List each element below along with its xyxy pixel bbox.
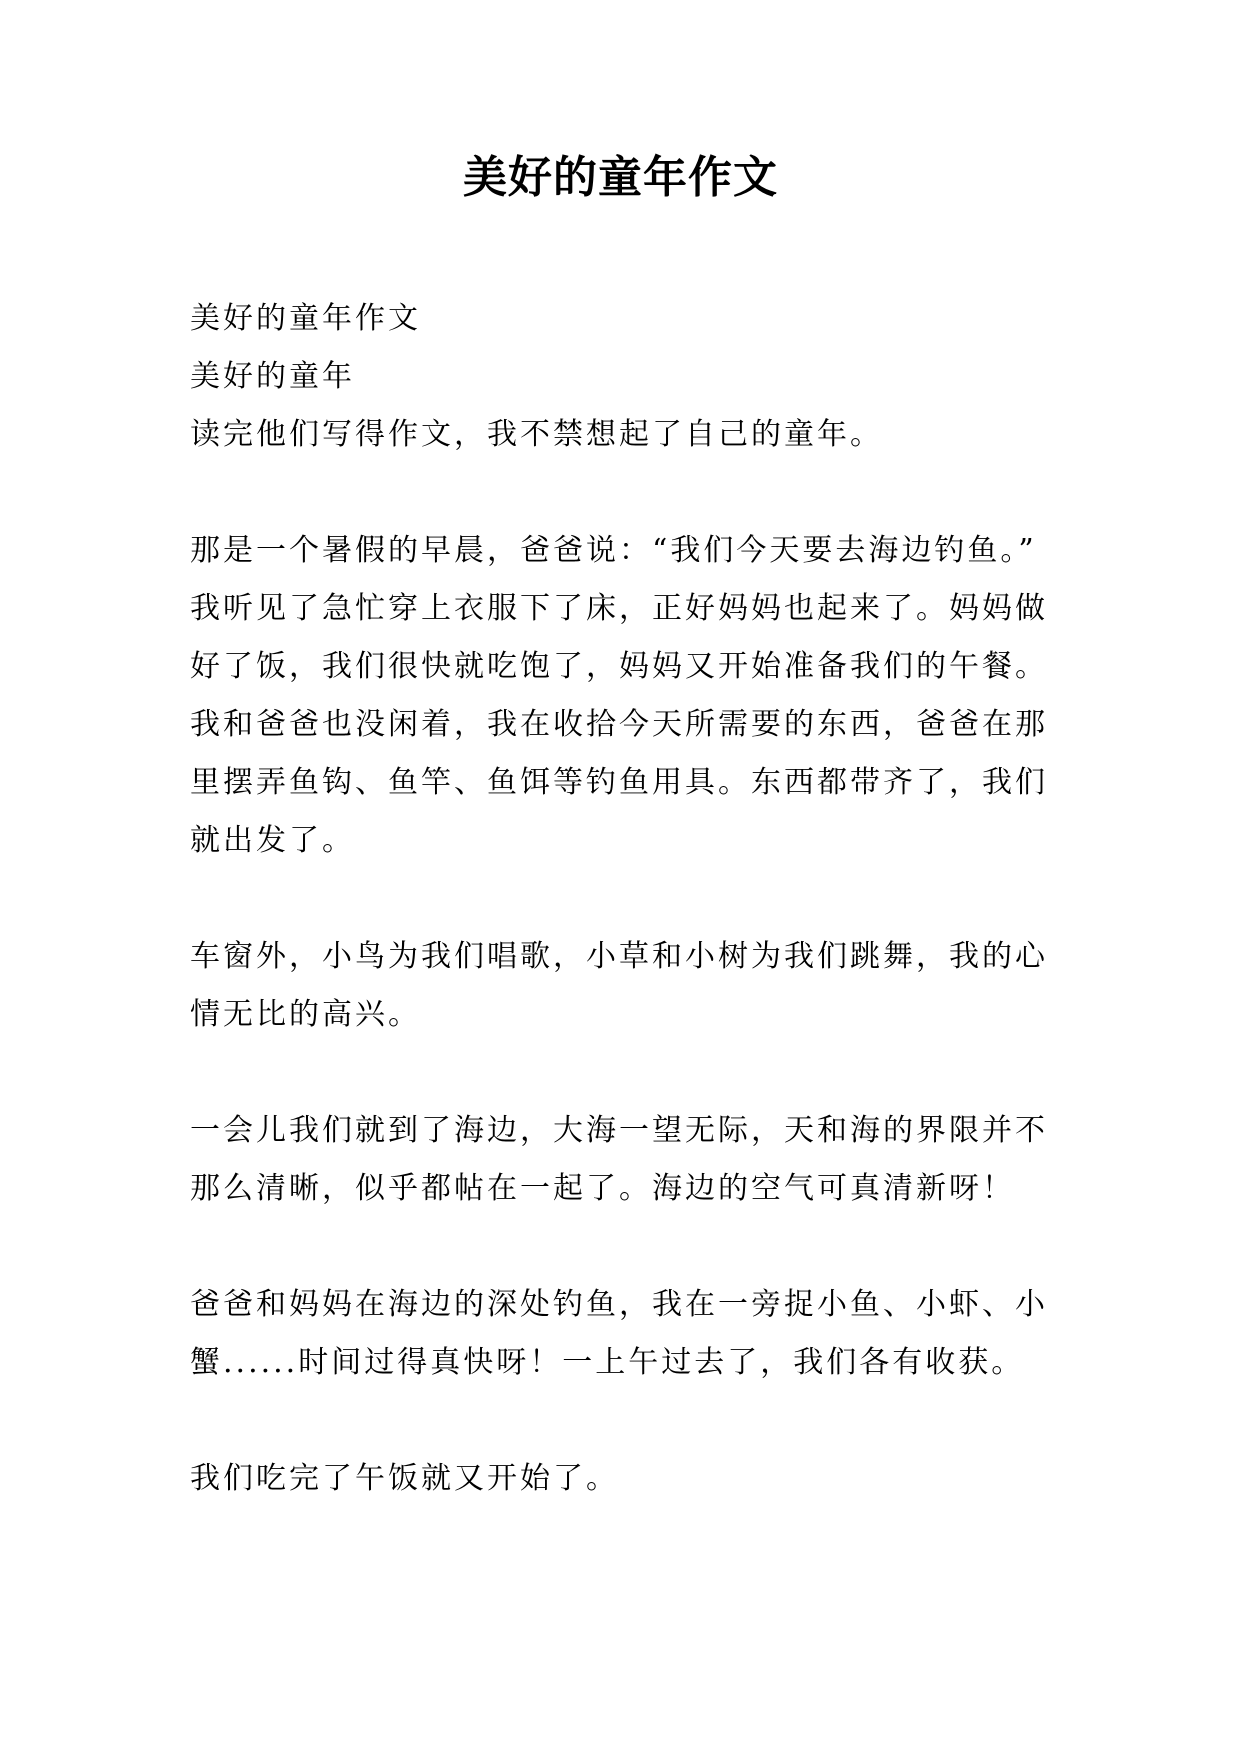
paragraph-line: 我听见了急忙穿上衣服下了床，正好妈妈也起来了。妈妈做	[190, 591, 1048, 626]
paragraph-line: 蟹......时间过得真快呀！一上午过去了，我们各有收获。	[190, 1345, 1025, 1380]
document-body	[190, 290, 1070, 1508]
intro-block	[190, 290, 1070, 464]
paragraph-3	[190, 1102, 1070, 1218]
paragraph-1	[190, 522, 1070, 870]
paragraph-line: 那么清晰，似乎都帖在一起了。海边的空气可真清新呀！	[190, 1171, 1015, 1206]
paragraph-2	[190, 928, 1070, 1044]
paragraph-line: 就出发了。	[190, 823, 355, 858]
paragraph-line: 一会儿我们就到了海边，大海一望无际，天和海的界限并不	[190, 1113, 1048, 1148]
paragraph-line: 我们吃完了午饭就又开始了。	[190, 1461, 619, 1496]
paragraph-line: 我和爸爸也没闲着，我在收拾今天所需要的东西，爸爸在那	[190, 707, 1048, 742]
paragraph-line: 爸爸和妈妈在海边的深处钓鱼，我在一旁捉小鱼、小虾、小	[190, 1287, 1048, 1322]
intro-line-title: 美好的童年作文	[190, 301, 421, 336]
intro-line-opening: 读完他们写得作文，我不禁想起了自己的童年。	[190, 417, 883, 452]
paragraph-line: 好了饭，我们很快就吃饱了，妈妈又开始准备我们的午餐。	[190, 649, 1048, 684]
paragraph-line: 里摆弄鱼钩、鱼竿、鱼饵等钓鱼用具。东西都带齐了，我们	[190, 765, 1048, 800]
paragraph-line: 情无比的高兴。	[190, 997, 421, 1032]
intro-line-subtitle: 美好的童年	[190, 359, 355, 394]
paragraph-5	[190, 1450, 1070, 1508]
document-title: 美好的童年作文	[463, 152, 778, 203]
paragraph-line: 车窗外，小鸟为我们唱歌，小草和小树为我们跳舞，我的心	[190, 939, 1048, 974]
paragraph-line: 那是一个暑假的早晨，爸爸说：“我们今天要去海边钓鱼。”	[190, 533, 1037, 568]
paragraph-4	[190, 1276, 1070, 1392]
